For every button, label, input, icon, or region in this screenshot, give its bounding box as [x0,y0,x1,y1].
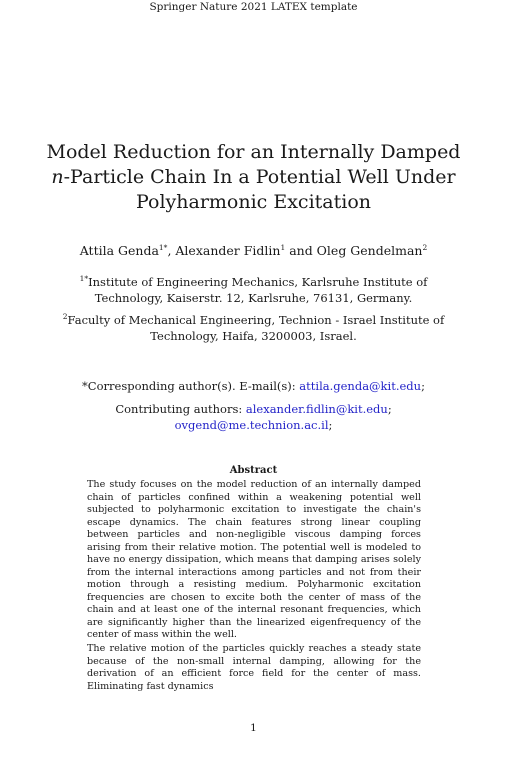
author-separator: , [167,243,176,258]
title-line-3: Polyharmonic Excitation [135,191,371,213]
paper-title [40,140,467,215]
contributing-email-link-1[interactable]: alexander.fidlin@kit.edu [245,402,388,416]
author-name: Attila Genda [79,243,159,258]
author-list [40,243,467,259]
corresponding-end: ; [421,379,425,393]
author-affil-mark: 1 [280,243,286,252]
contributing-sep: ; [387,402,392,416]
corresponding-email-link[interactable]: attila.genda@kit.edu [299,379,422,393]
author-name: Oleg Gendelman [316,243,423,258]
page-number: 1 [250,722,257,734]
abstract-heading: Abstract [229,465,278,476]
affiliation-text: Faculty of Mechanical Engineering, Technion - Israel Institute of Technology, Haifa, 3200003, Israel. [67,313,445,343]
affiliation-mark: 1* [79,274,89,283]
title-line-2-rest: -Particle Chain In a Potential Well Under [63,166,456,188]
title-line-2 [40,165,467,190]
abstract-paragraph-1: The study focuses on the model reduction of an internally damped chain of particles confined within a weakening potential well subjected to polyharmonic excitation to investigate the chain's escape dynamics. The chain features strong linear coupling between particles and non-negligible viscous damping forces arising from their relative motion. The potential well is modeled to have no energy dissipation, which means that damping arises solely from the internal interactions among particles and not from their motion through a resisting medium. Polyharmonic excitation frequencies are chosen to excite both the center of mass of the chain and at least one of the internal resonant frequencies, which are significantly higher than the linearized eigenfrequency of the center of mass within the well. [87,479,421,640]
corresponding-label: *Corresponding author(s). E-mail(s): [82,379,300,393]
contributing-end: ; [328,418,333,432]
contributing-authors [60,401,447,433]
contributing-label: Contributing authors: [115,402,246,416]
abstract-paragraph-2: The relative motion of the particles quickly reaches a steady state because of the non-small internal damping, allowing for the derivation of an efficient force field for the center of mass. Eliminating fast dynamics [87,643,421,692]
author-separator: and [285,243,317,258]
affiliation-text: Institute of Engineering Mechanics, Karlsruhe Institute of Technology, Kaiserstr. 12, Karlsruhe, 76131, Germany. [88,275,428,305]
affiliation-mark: 2 [62,312,68,321]
running-header: Springer Nature 2021 LATEX template [149,1,358,13]
title-line-1: Model Reduction for an Internally Damped [46,141,461,163]
author-affil-mark: 2 [422,243,428,252]
title-italic-n: n [51,166,64,188]
affiliation-2 [60,312,447,344]
contributing-email-link-2[interactable]: ovgend@me.technion.ac.il [174,418,329,432]
affiliation-1 [70,274,437,306]
corresponding-author [60,378,447,394]
author-affil-mark: 1* [158,243,168,252]
author-name: Alexander Fidlin [175,243,281,258]
